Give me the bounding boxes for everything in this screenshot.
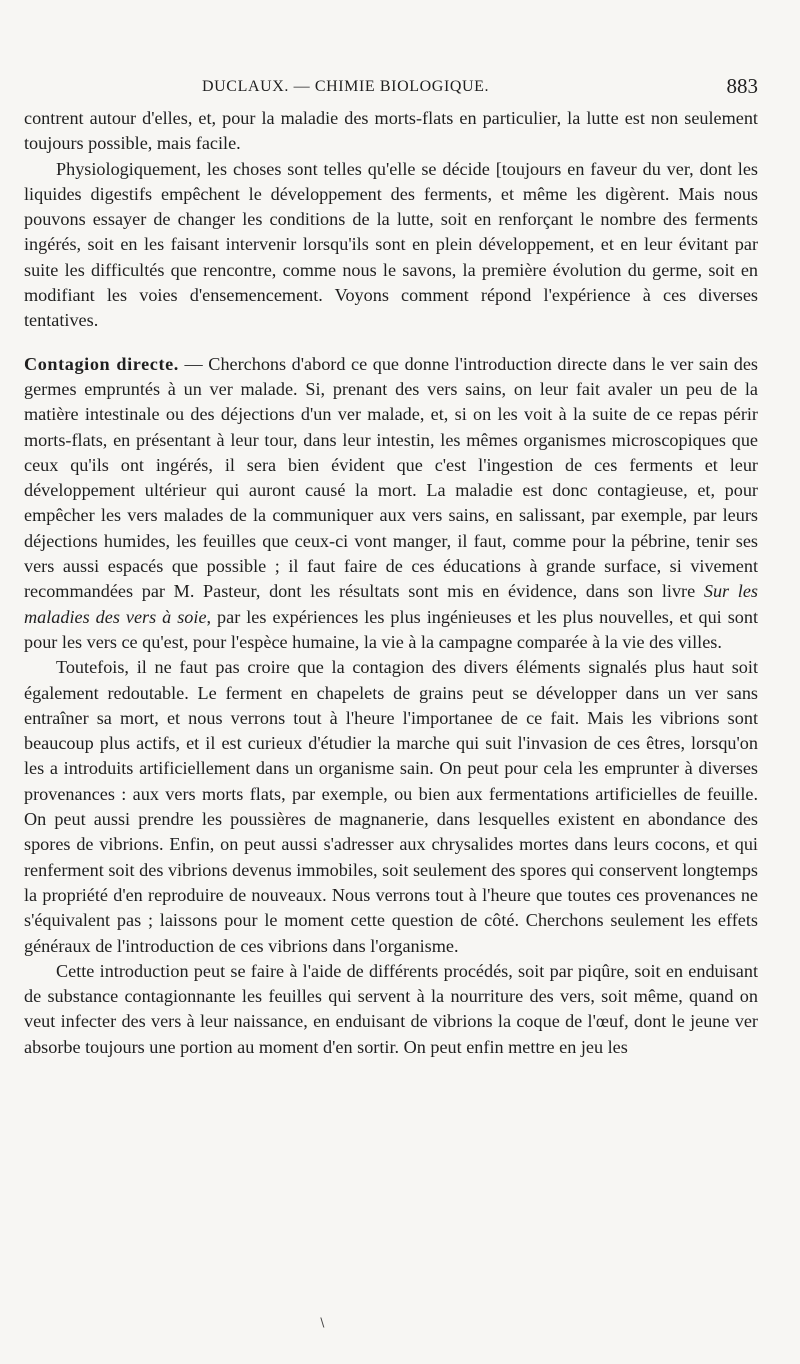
- paragraph-contagion: [24, 352, 758, 656]
- footer-mark: ∖: [318, 1316, 326, 1330]
- book-page: [24, 72, 758, 1060]
- book-title: Sur les maladies des vers à soie: [24, 581, 759, 627]
- running-title: DUCLAUX. — CHIMIE BIOLOGIQUE.: [202, 78, 490, 95]
- body-text: [24, 106, 758, 1060]
- page-header: [24, 72, 758, 106]
- paragraph-vibrions: Toutefois, il ne faut pas croire que la contagion des divers éléments signalés plus haut soit également redoutable. Le ferment en chapelets de grains peut se développer dans un ver sans entraîner sa mort, et nous verrons tout à l'heure l'importanee de ce fait. Mais les vibrions sont beaucoup plus actifs, et il est curieux d'étudier la marche qui suit l'invasion de ces êtres, lorsqu'on les a introduits artificiellement dans un organisme sain. On peut pour cela les emprunter à diverses provenances : aux vers morts flats, par exemple, ou bien aux fermentations artificielles de feuille. On peut aussi prendre les poussières de magnanerie, dans lesquelles existent en abondance des spores de vibrions. Enfin, on peut aussi s'adresser aux chrysalides mortes dans leurs cocons, et qui renferment soit des vibrions devenus immobiles, soit seulement des spores qui conservent longtemps la propriété d'en reproduire de nouveaux. Nous verrons tout à l'heure que toutes ces provenances ne s'équivalent pas ; laissons pour le moment cette question de côté. Cherchons seulement les effets généraux de l'introduction de ces vibrions dans l'organisme.: [24, 657, 758, 956]
- paragraph-physiology: Physiologiquement, les choses sont telles qu'elle se décide [toujours en faveur du ver, dont les liquides digestifs empêchent le développement des ferments, et même les digèrent. Mais nous pouvons essayer de changer les conditions de la lutte, soit en renforçant le nombre des ferments ingérés, soit en les faisant intervenir lorsqu'ils sont en plein développement, et en leur évitant par suite les difficultés que rencontre, comme nous le savons, la première évolution du germe, soit en modifiant les voies d'ensemencement. Voyons comment répond l'expérience à ces diverses tentatives.: [24, 158, 758, 331]
- section-heading: Contagion directe.: [24, 353, 179, 374]
- contagion-text-1: — Cherchons d'abord ce que donne l'introduction directe dans le ver sain des germes empruntés à un ver malade. Si, prenant des vers sains, on leur fait avaler un peu de la matière intestinale ou des déjections d'un ver malade, et, si on les voit à la suite de ce repas périr morts-flats, en présentant à leur tour, dans leur intestin, les mêmes organismes microscopiques que ceux qu'ils ont ingérés, il sera bien évident que c'est l'ingestion de ces ferments et leur développement ultérieur qui auront causé la mort. La maladie est donc contagieuse, et, pour empêcher les vers malades de la communiquer aux vers sains, en salissant, par exemple, par leurs déjections humides, les feuilles que ceux-ci vont manger, il faut, comme pour la pébrine, tenir ses vers aussi espacés que possible ; il faut faire de ces éducations à grande surface, si vivement recommandées par M. Pasteur, dont les résultats sont mis en évidence, dans son livre: [24, 353, 758, 602]
- contagion-text-2: , par les expériences les plus ingénieuses et les plus nouvelles, et qui sont pour les vers ce qu'est, pour l'espèce humaine, la vie à la campagne comparée à la vie des villes.: [24, 606, 759, 652]
- page-number: 883: [726, 74, 758, 98]
- paragraph-continuation: contrent autour d'elles, et, pour la maladie des morts-flats en particulier, la lutte est non seulement toujours possible, mais facile.: [24, 108, 758, 154]
- paragraph-introduction: Cette introduction peut se faire à l'aide de différents procédés, soit par piqûre, soit en enduisant de substance contagionnante les feuilles qui servent à la nourriture des vers, soit même, quand on veut infecter des vers à leur naissance, en enduisant de vibrions la coque de l'œuf, dont le jeune ver absorbe toujours une portion au moment d'en sortir. On peut enfin mettre en jeu les: [24, 960, 758, 1057]
